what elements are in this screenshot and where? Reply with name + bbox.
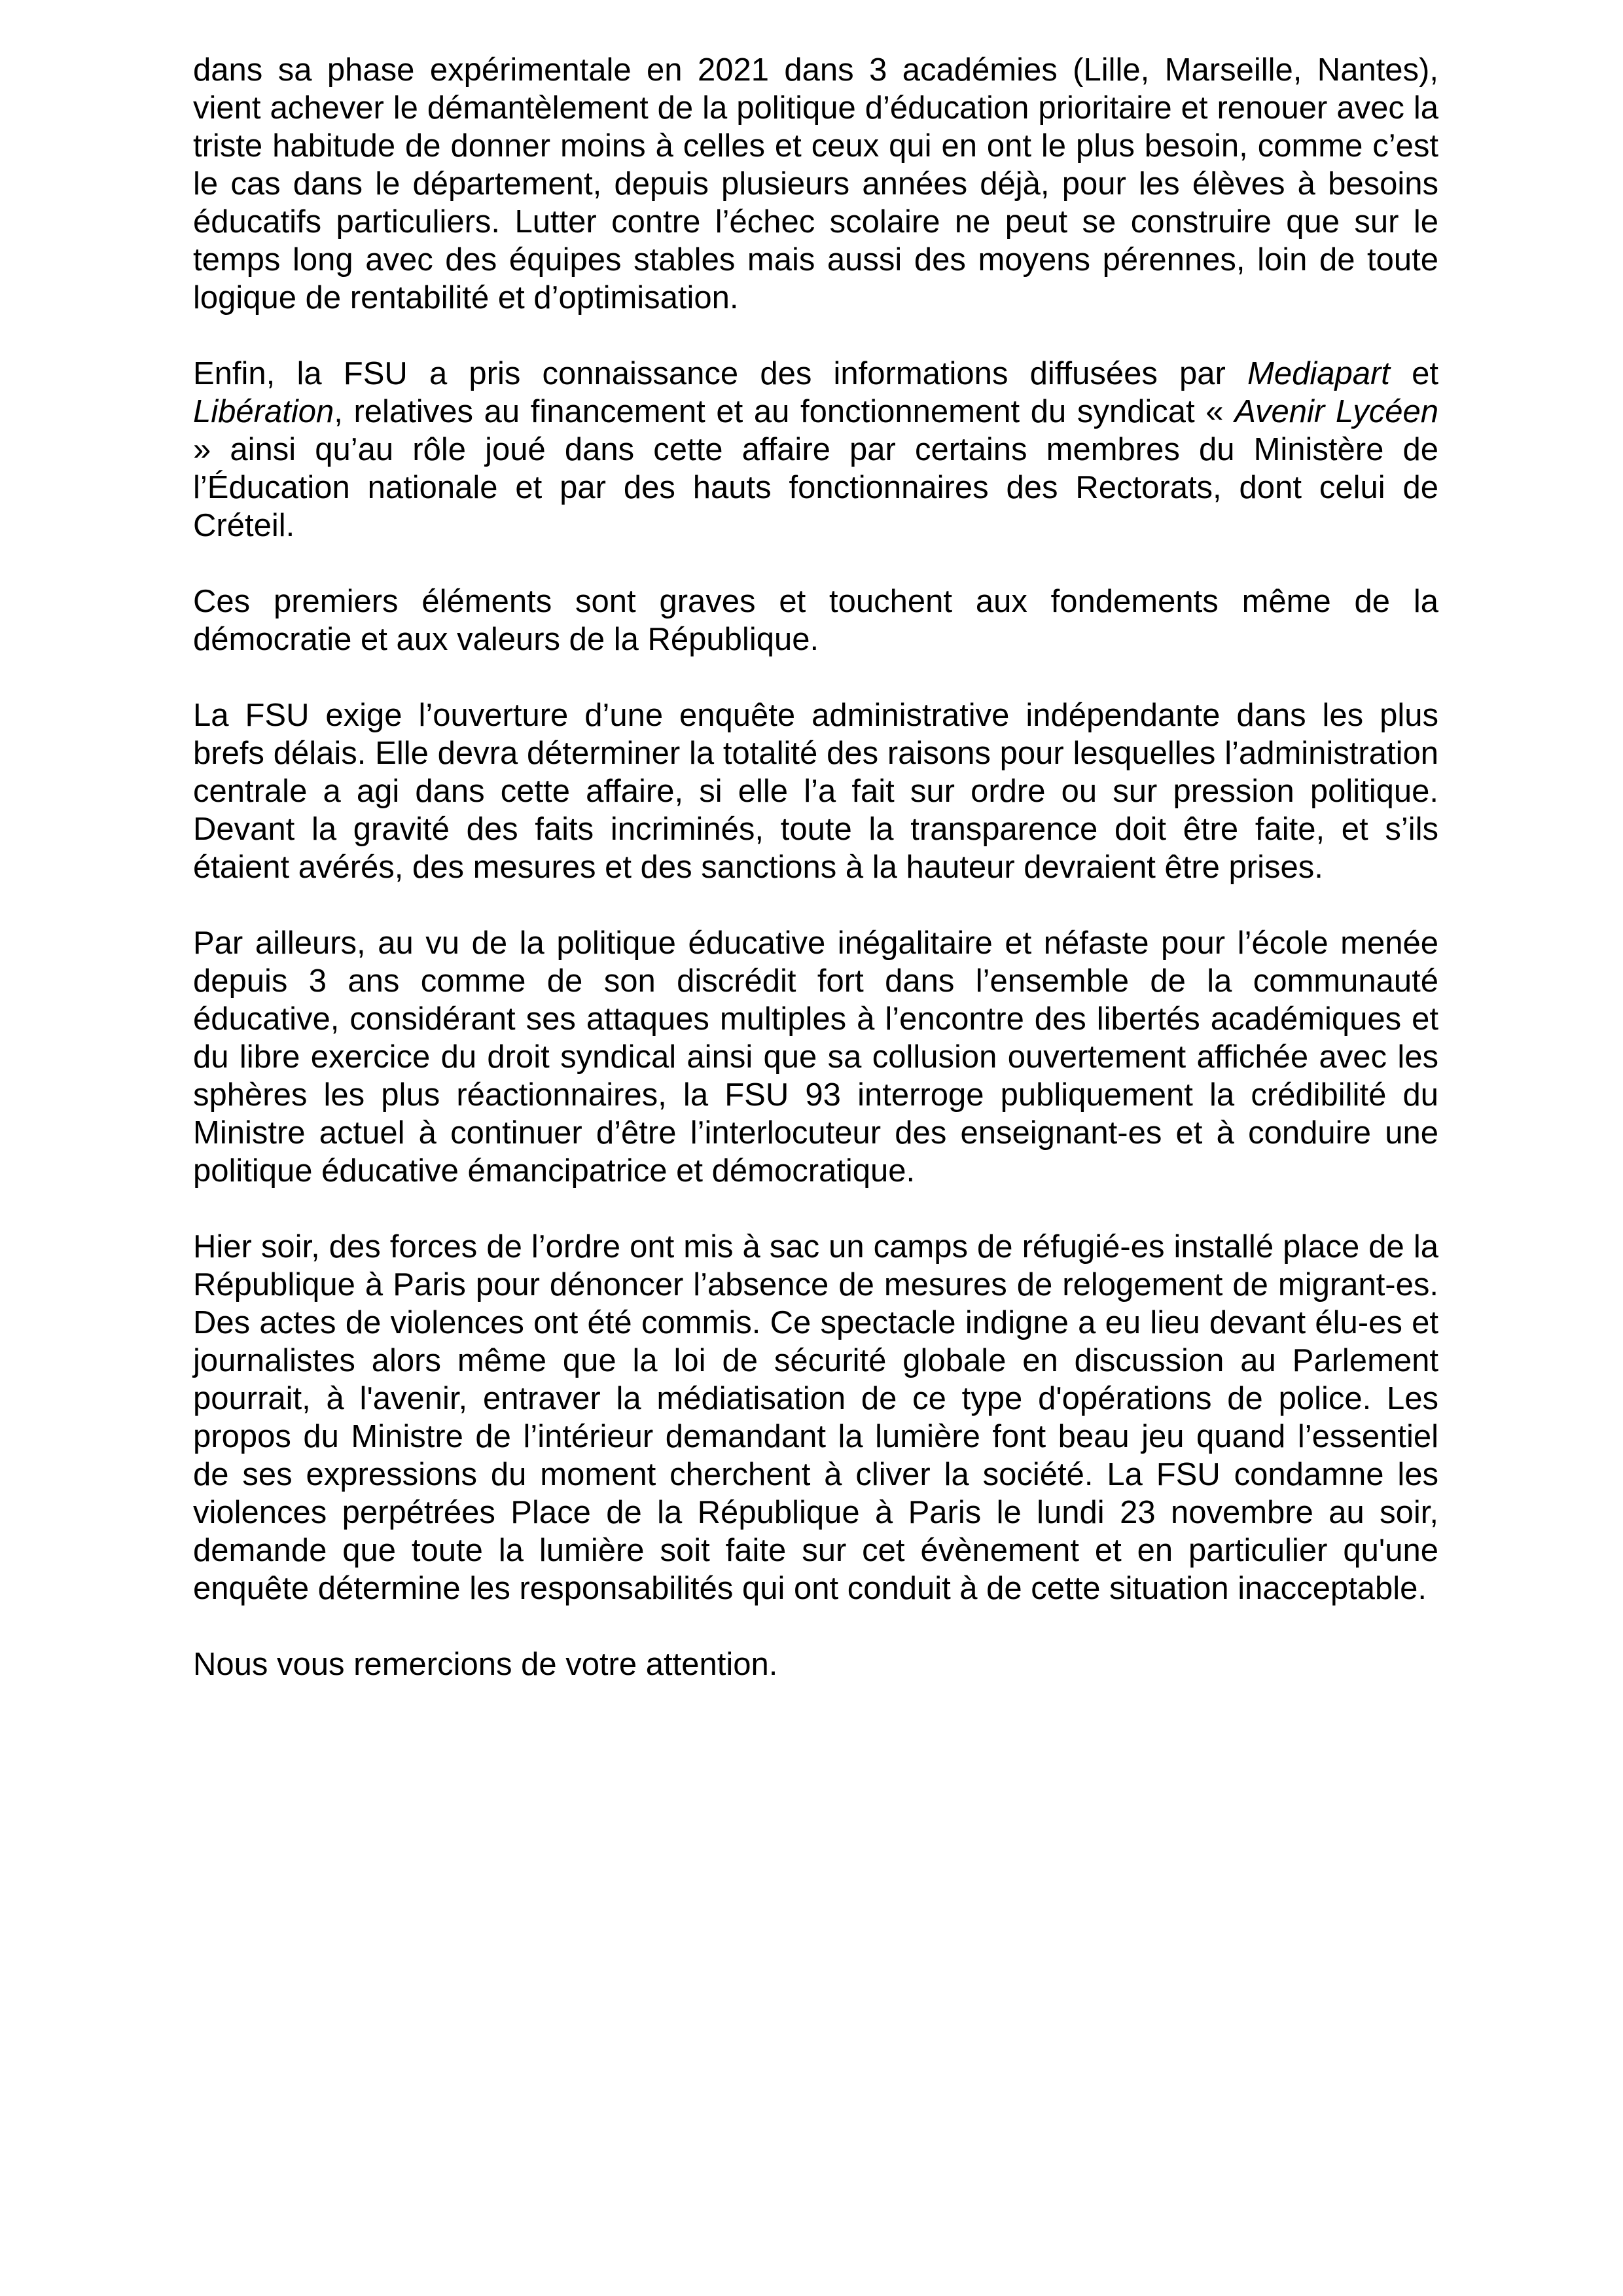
paragraph-text: La FSU exige l’ouverture d’une enquête administrative indépendante dans les plus brefs délais. Elle devra déterminer la totalité des raisons pour lesquelles l’administration centrale a agi dans cette affaire, si elle l’a fait sur ordre ou sur pression politique. Devant la gravité des faits incriminés, toute la transparence doit être faite, et s’ils étaient avérés, des mesures et des sanctions à la hauteur devraient être prises. xyxy=(193,698,1438,885)
paragraph-text: , relatives au financement et au fonctionnement du syndicat « xyxy=(334,394,1235,429)
publication-name-liberation: Libération xyxy=(193,394,334,429)
paragraph-education-prioritaire xyxy=(193,51,1438,317)
paragraph-gravite xyxy=(193,583,1438,658)
document-page xyxy=(193,51,1438,1721)
paragraph-credibilite-ministre xyxy=(193,924,1438,1190)
paragraph-enquete xyxy=(193,696,1438,886)
paragraph-text: Enfin, la FSU a pris connaissance des informations diffusées par xyxy=(193,356,1248,391)
union-name-avenir-lyceen: Avenir Lycéen xyxy=(1234,394,1438,429)
paragraph-text: Par ailleurs, au vu de la politique éducative inégalitaire et néfaste pour l’école menée depuis 3 ans comme de son discrédit fort dans l’ensemble de la communauté éducative, considérant ses attaques multiples à l’encontre des libertés académiques et du libre exercice du droit syndical ainsi que sa collusion ouvertement affichée avec les sphères les plus réactionnaires, la FSU 93 interroge publiquement la crédibilité du Ministre actuel à continuer d’être l’interlocuteur des enseignant-es et à conduire une politique éducative émancipatrice et démocratique. xyxy=(193,925,1438,1189)
paragraph-text: Nous vous remercions de votre attention. xyxy=(193,1647,778,1682)
paragraph-avenir-lyceen xyxy=(193,355,1438,545)
paragraph-place-republique xyxy=(193,1228,1438,1607)
paragraph-text: » ainsi qu’au rôle joué dans cette affaire par certains membres du Ministère de l’Éducation nationale et par des hauts fonctionnaires des Rectorats, dont celui de Créteil. xyxy=(193,432,1438,543)
paragraph-text: Ces premiers éléments sont graves et touchent aux fondements même de la démocratie et aux valeurs de la République. xyxy=(193,584,1438,657)
paragraph-text: dans sa phase expérimentale en 2021 dans 3 académies (Lille, Marseille, Nantes), vient achever le démantèlement de la politique d’éducation prioritaire et renouer avec la triste habitude de donner moins à celles et ceux qui en ont le plus besoin, comme c’est le cas dans le département, depuis plusieurs années déjà, pour les élèves à besoins éducatifs particuliers. Lutter contre l’échec scolaire ne peut se construire que sur le temps long avec des équipes stables mais aussi des moyens pérennes, loin de toute logique de rentabilité et d’optimisation. xyxy=(193,52,1438,315)
paragraph-text: Hier soir, des forces de l’ordre ont mis à sac un camps de réfugié-es installé place de la République à Paris pour dénoncer l’absence de mesures de relogement de migrant-es. Des actes de violences ont été commis. Ce spectacle indigne a eu lieu devant élu-es et journalistes alors même que la loi de sécurité globale en discussion au Parlement pourrait, à l'avenir, entraver la médiatisation de ce type d'opérations de police. Les propos du Ministre de l’intérieur demandant la lumière font beau jeu quand l’essentiel de ses expressions du moment cherchent à cliver la société. La FSU condamne les violences perpétrées Place de la République à Paris le lundi 23 novembre au soir, demande que toute la lumière soit faite sur cet évènement et en particulier qu'une enquête détermine les responsabilités qui ont conduit à de cette situation inacceptable. xyxy=(193,1229,1438,1606)
paragraph-closing xyxy=(193,1645,1438,1683)
publication-name-mediapart: Mediapart xyxy=(1247,356,1390,391)
paragraph-text: et xyxy=(1389,356,1438,391)
